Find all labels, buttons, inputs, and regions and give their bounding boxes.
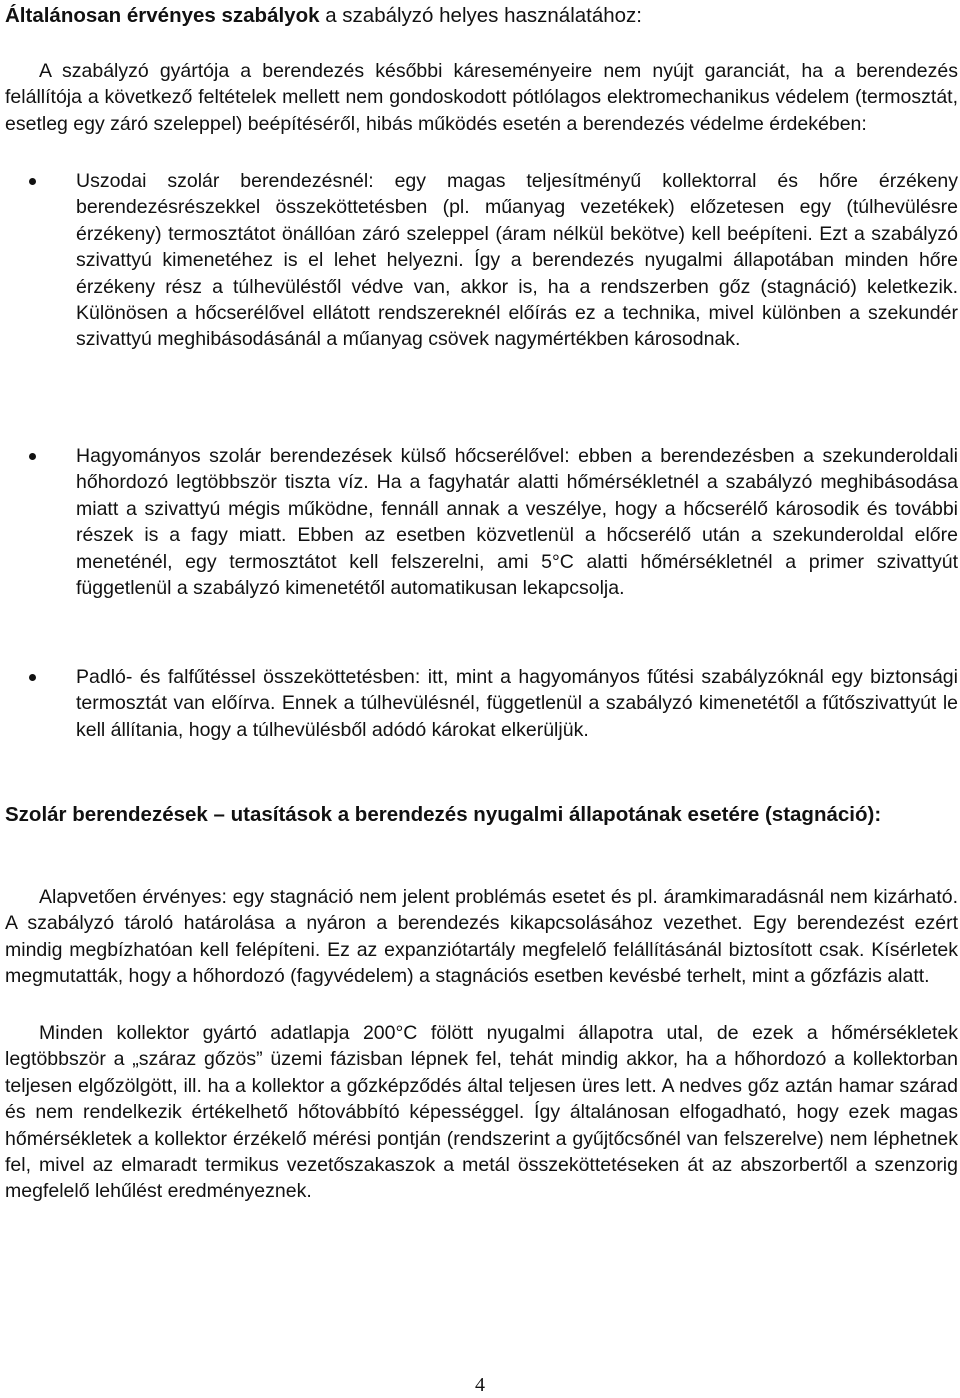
bullet-icon: [29, 674, 36, 681]
bullet-text: Padló- és falfűtéssel összeköttetésben: itt, mint a hagyományos fűtési szabályzóknál egy biztonsági termosztát van előírva. Ennek a túlhevülésnél, függetlenül a szabályzó kimenetétől a fűtőszivattyút le kell állítania, hogy a túlhevülésből adódó károkat elkerüljük.: [76, 666, 958, 741]
page-number: 4: [475, 1374, 485, 1396]
section-title: Szolár berendezések – utasítások a berendezés nyugalmi állapotának esetére (stagnáció):: [5, 803, 882, 826]
heading-bold-part: Általánosan érvényes szabályok: [5, 4, 320, 27]
body-paragraph: Minden kollektor gyártó adatlapja 200°C fölött nyugalmi állapotra utal, de ezek a hőmérsékletek legtöbbször a „száraz gőzös” üzemi fázisban lépnek fel, tehát mindig akkor, ha a hőhordozó a kollektorban teljesen elgőzölgött, ill. ha a kollektor a gőzképződés által teljesen üres lett. A nedves gőz aztán hamar szárad és nem rendelkezik értékelhető hőtovábbító képességgel. Így általánosan elfogadható, hogy ezek magas hőmérsékletek a kollektor érzékelő mérési pontján (rendszerint a gyűjtőcsőnél van felszerelve) nem léphetnek fel, mivel az elmaradt termikus vezetőszakaszok a metál összeköttetéseken át az abszorbertől a szenzorig megfelelő lehűlést eredményeznek.: [5, 1022, 958, 1203]
bullet-text: Uszodai szolár berendezésnél: egy magas teljesítményű kollektorral és hőre érzékeny berendezésrészekkel összeköttetésben (pl. műanyag vezetékek) előzetesen egy (túlhevülésre érzékeny) termosztátot önállóan záró szeleppel (áram nélkül bekötve) kell beépíteni. Ezt a szabályzó szivattyú kimenetéhez is el lehet helyezni. Így a berendezés nyugalmi állapotában minden hőre érzékeny rész a túlhevüléstől védve van, akkor is, ha a rendszerben gőz (stagnáció) keletkezik. Különösen a hőcserélővel ellátott rendszereknél előírás ez a technika, mivel különben a szekundér szivattyú meghibásodásánál a műanyag csövek nagymértékben károsodnak.: [76, 170, 958, 351]
document-heading: [5, 2, 958, 30]
intro-paragraph: A szabályzó gyártója a berendezés későbbi káreseményeire nem nyújt garanciát, ha a berendezés felállítója a következő feltételek mellett nem gondoskodott pótlólagos elektromechanikus védelem (termosztát, esetleg egy záró szeleppel) beépítéséről, hibás működés esetén a berendezés védelme érdekében:: [5, 60, 958, 135]
bullet-icon: [29, 453, 36, 460]
body-paragraph: Alapvetően érvényes: egy stagnáció nem jelent problémás esetet és pl. áramkimaradásnál nem kizárható. A szabályzó tároló határolása a nyáron a berendezés kikapcsolásához vezethet. Egy berendezést ezért mindig megbízhatóan kell felépíteni. Ez az expanziótartály megfelelő felállításánál biztosított csak. Kísérletek megmutatták, hogy a hőhordozó (fagyvédelem) a stagnációs esetben kevésbé terhelt, mint a gőzfázis alatt.: [5, 886, 958, 988]
bullet-icon: [29, 178, 36, 185]
bullet-text: Hagyományos szolár berendezések külső hőcserélővel: ebben a berendezésben a szekunderoldali hőhordozó legtöbbször tiszta víz. Ha a fagyhatár alatti hőmérsékletnél a szabályzó meghibásodása miatt a szivattyú mégis működne, fennáll annak a veszélye, hogy a hőcserélő károsodik és további részek is a fagy miatt. Ebben az esetben közvetlenül a hőcserélő után a szekunderoldal előre meneténél, egy termosztátot kell felszerelni, ami 5°C alatti hőmérsékletnél a primer szivattyút függetlenül a szabályzó kimenetétől automatikusan lekapcsolja.: [76, 445, 958, 600]
heading-rest: a szabályzó helyes használatához:: [319, 4, 643, 27]
